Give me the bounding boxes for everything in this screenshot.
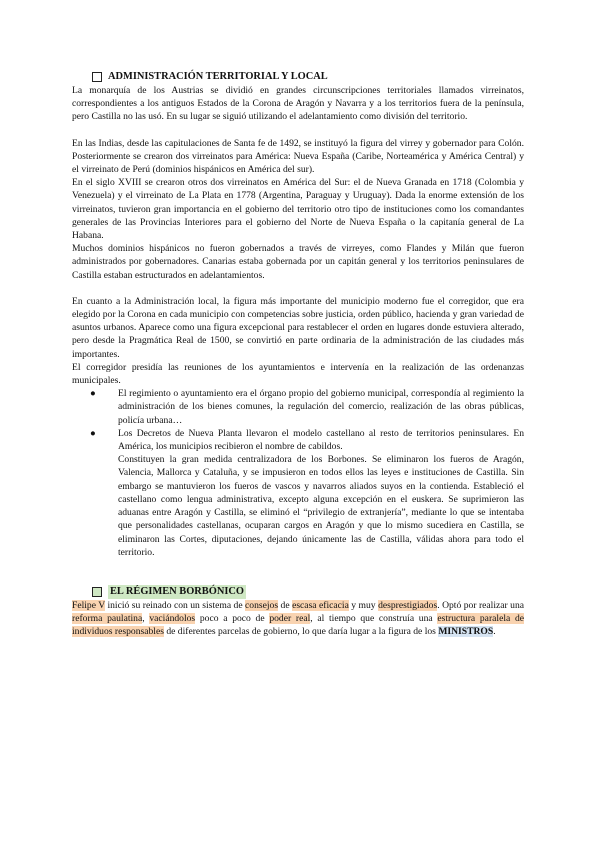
section-title-regimen-borbonico: EL RÉGIMEN BORBÓNICO [72,585,524,599]
highlighted-term: vaciándolos [149,613,196,625]
bullet-icon: ● [90,388,96,400]
paragraph-gobernadores: Muchos dominios hispánicos no fueron gobernados a través de virreyes, como Flandes y Milán que fueron administrados por gobernadores. Canarias estaba gobernada por un capitán general y los territorios peninsulares de Castilla estaban estructurados en adelantamientos. [72,243,524,281]
highlighted-term: consejos [245,599,279,611]
paragraph-virreinatos: La monarquía de los Austrias se dividió en grandes circunscripciones territoriales llamados virreinatos, correspondientes a los antiguos Estados de la Corona de Aragón y Navarra y a los territorios fuera de la península, pero Castilla no las usó. En su lugar se siguió utilizando el adelantamiento como división del territorio. [72,85,524,123]
text-segment: poco a poco de [195,613,270,625]
section-title-administracion: ADMINISTRACIÓN TERRITORIAL Y LOCAL [72,70,524,84]
list-item: ● Los Decretos de Nueva Planta llevaron el modelo castellano al resto de territorios peninsulares. En América, los municipios recibieron el nombre de cabildos. [90,427,524,453]
highlighted-term: reforma paulatina [72,613,143,625]
text-segment: inició su reinado con un sistema de [105,599,246,611]
paragraph-administracion-local: En cuanto a la Administración local, la figura más importante del municipio moderno fue el corregidor, que era elegido por la Corona en cada municipio con competencias sobre justicia, orden público, hacienda y gran variedad de asuntos urbanos. Aparece como una figura excepcional para restablecer el orden en lugares donde estuviera alterado, pero desde la Pragmática Real de 1500, se convirtió en parte ordinaria de la administración de las ciudades más importantes. [72,295,524,360]
text-segment: . [493,626,496,638]
list-item: ● El regimiento o ayuntamiento era el órgano propio del gobierno municipal, correspondía al regimiento la administración de los bienes comunes, la regulación del comercio, realización de las obras públicas, policía urbana… [90,388,524,426]
text-segment: , al tiempo que construía una [310,613,438,625]
highlighted-term: estructura paralela de individuos responsables [72,613,525,638]
highlighted-term: escasa eficacia [292,599,349,611]
paragraph-corregidor: El corregidor presidía las reuniones de los ayuntamientos e intervenía en la realización de las ordenanzas municipales. [72,361,524,387]
text-segment: , [142,613,150,625]
highlighted-term: Felipe V [72,599,106,611]
checkbox-icon [92,72,102,82]
bullet-list [72,387,524,559]
document-content [72,70,524,639]
highlighted-term: desprestigiados [378,599,438,611]
text-segment: y muy [348,599,379,611]
bullet-icon: ● [90,427,96,439]
checkbox-icon [92,587,102,597]
text-segment: . Optó por realizar una [437,599,524,611]
text-segment: de diferentes parcelas de gobierno, lo que daría lugar a la figura de los [163,626,439,638]
highlighted-term: poder real [269,613,311,625]
text-segment: de [278,599,293,611]
paragraph-regimen-borbonico [72,599,524,639]
paragraph-siglo-xviii: En el siglo XVIII se crearon otros dos virreinatos en América del Sur: el de Nueva Granada en 1718 (Colombia y Venezuela) y el virreinato de La Plata en 1778 (Argentina, Paraguay y Uruguay). Dada la enorme extensión de los virreinatos, tuvieron gran importancia en el gobierno del territorio otro tipo de instituciones como los comandantes generales de las Provincias Interiores para el gobierno del Norte de Nueva España o la capitanía general de La Habana. [72,177,524,242]
paragraph-indias: En las Indias, desde las capitulaciones de Santa fe de 1492, se instituyó la figura del virrey y gobernador para Colón. Posteriormente se crearon dos virreinatos para América: Nueva España (Caribe, Norteamérica y América Central) y el virreinato de Perú (dominios hispánicos en América del sur). [72,137,524,176]
list-item-continuation: Constituyen la gran medida centralizadora de los Borbones. Se eliminaron los fueros de Aragón, Valencia, Mallorca y Cataluña, y se impusieron en todos ellos las leyes e instituciones de Castilla. Sin embargo se mantuvieron los fueros de vascos y navarros aliados suyos en la contienda. Estableció el castellano como lengua administrativa, excepto alguna excepción en el euskera. Se suprimieron las aduanas entre Aragón y Castilla, se eliminó el “privilegio de extranjería”, mediante lo que se intentaba que personalidades castellanas, ocuparan cargos en Aragón y que lo mismo sucediera en Castilla, se eliminaron las Cortes, diputaciones, dejando únicamente las de Castilla, válidas ahora para todo el territorio. [118,454,524,558]
highlighted-term: MINISTROS [438,626,494,638]
